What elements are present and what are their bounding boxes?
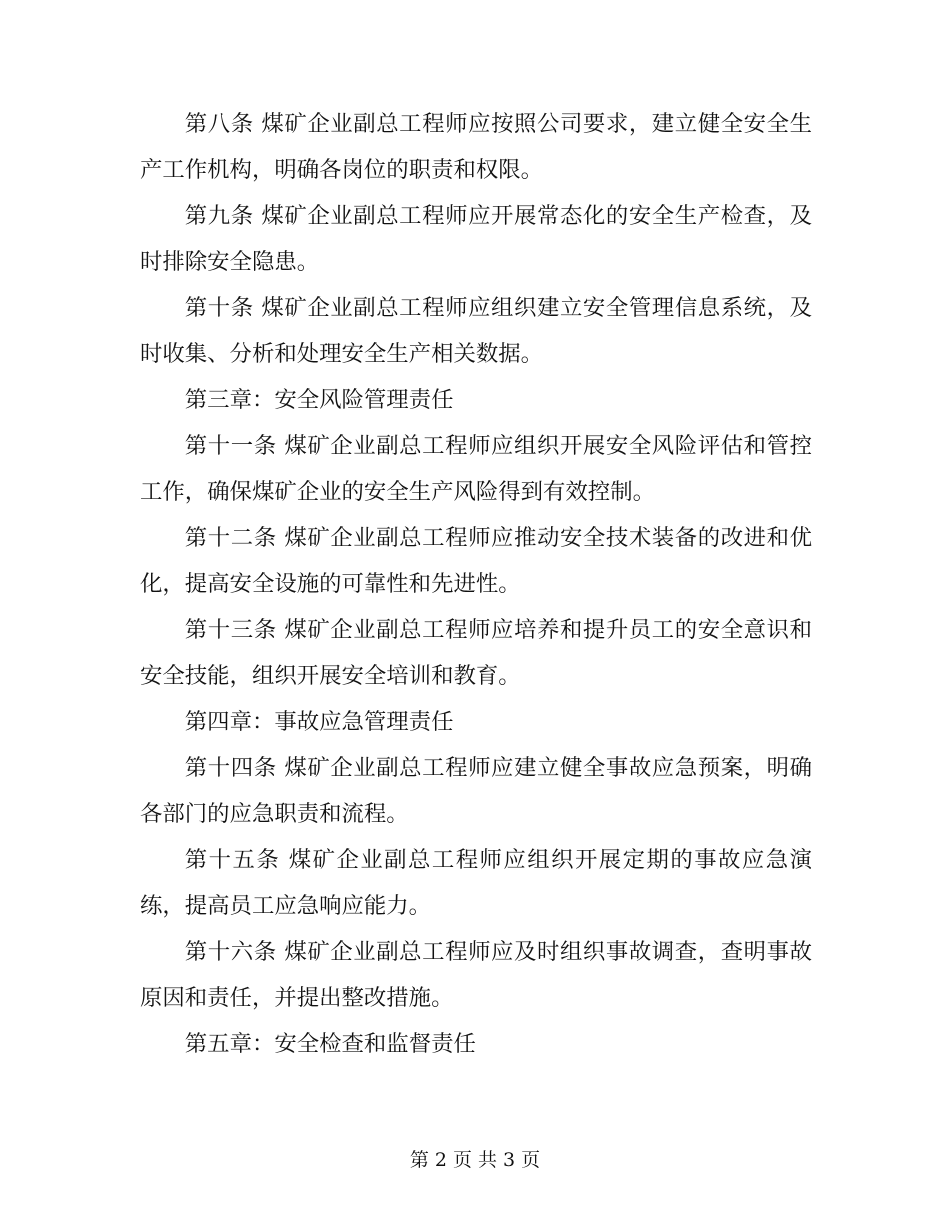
page-number-footer: [0, 1148, 950, 1172]
chapter-5-heading: 第五章：安全检查和监督责任: [184, 1031, 476, 1057]
article-11-paragraph: 第十一条 煤矿企业副总工程师应组织开展安全风险评估和管控工作，确保煤矿企业的安全生产风险得到有效控制。: [140, 433, 812, 505]
article-8-paragraph: 第八条 煤矿企业副总工程师应按照公司要求，建立健全安全生产工作机构，明确各岗位的职责和权限。: [140, 111, 812, 183]
article-15-paragraph: 第十五条 煤矿企业副总工程师应组织开展定期的事故应急演练，提高员工应急响应能力。: [140, 847, 812, 919]
total-pages-number: 3: [503, 1149, 516, 1171]
page-label-mid: 页 共: [452, 1149, 498, 1171]
chapter-3-heading: 第三章：安全风险管理责任: [184, 387, 454, 413]
article-10-paragraph: 第十条 煤矿企业副总工程师应组织建立安全管理信息系统，及时收集、分析和处理安全生产相关数据。: [140, 295, 812, 367]
article-9-paragraph: 第九条 煤矿企业副总工程师应开展常态化的安全生产检查，及时排除安全隐患。: [140, 203, 812, 275]
current-page-number: 2: [434, 1149, 447, 1171]
article-12-paragraph: 第十二条 煤矿企业副总工程师应推动安全技术装备的改进和优化，提高安全设施的可靠性和先进性。: [140, 525, 812, 597]
article-13-paragraph: 第十三条 煤矿企业副总工程师应培养和提升员工的安全意识和安全技能，组织开展安全培训和教育。: [140, 617, 812, 689]
chapter-4-heading: 第四章：事故应急管理责任: [184, 709, 454, 735]
page-label-prefix: 第: [409, 1149, 429, 1171]
article-16-paragraph: 第十六条 煤矿企业副总工程师应及时组织事故调查，查明事故原因和责任，并提出整改措施。: [140, 939, 812, 1011]
page-label-suffix: 页: [521, 1149, 541, 1171]
document-body: [140, 101, 812, 1067]
article-14-paragraph: 第十四条 煤矿企业副总工程师应建立健全事故应急预案，明确各部门的应急职责和流程。: [140, 755, 812, 827]
